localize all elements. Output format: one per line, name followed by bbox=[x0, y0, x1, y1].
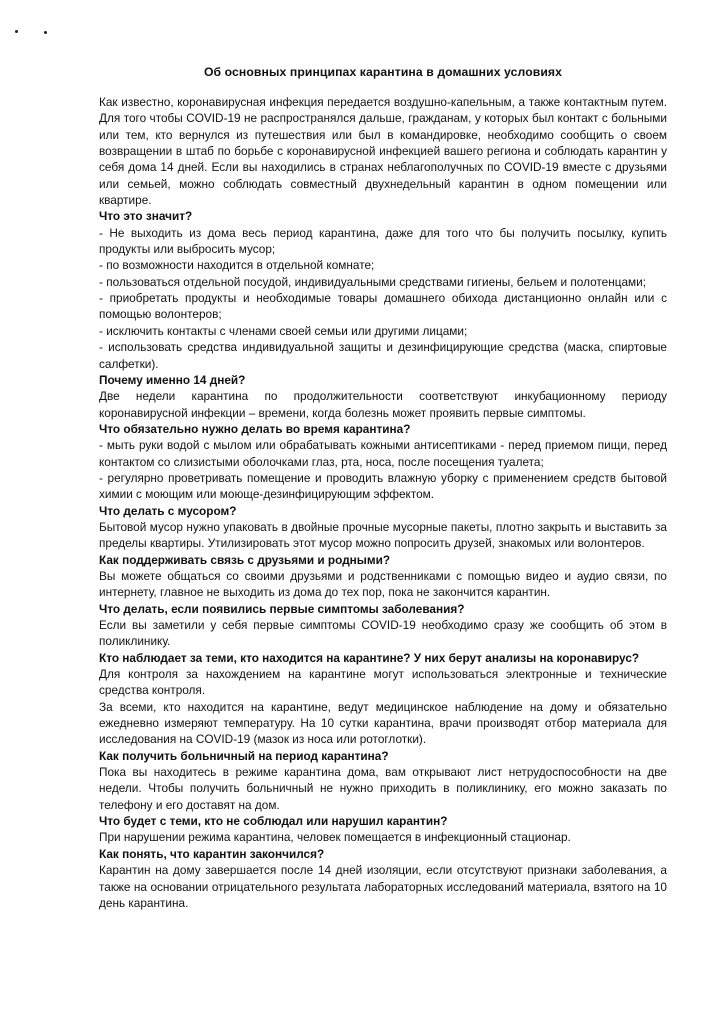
scan-speck-mark bbox=[44, 31, 47, 34]
intro-paragraph: Как известно, коронавирусная инфекция передается воздушно-капельным, а также контактным путем. Для того чтобы COVID-19 не распространялся дальше, гражданам, у которых был контакт с больными или тем, кто вернулся из путешествия или был в командировке, необходимо сообщить о своем возвращении в штаб по борьбе с коронавирусной инфекцией вашего региона и соблюдать карантин у себя дома 14 дней. Если вы находились в странах неблагополучных по COVID-19 вместе с друзьями или семьей, можно соблюдать совместный двухнедельный карантин в одном помещении или квартире. bbox=[99, 95, 667, 208]
section bbox=[99, 552, 667, 601]
section-text: - по возможности находится в отдельной комнате; bbox=[99, 258, 375, 273]
section-heading: Как поддерживать связь с друзьями и родными? bbox=[99, 552, 391, 567]
section-heading: Как понять, что карантин закончился? bbox=[99, 846, 325, 861]
sections-container bbox=[99, 208, 667, 911]
section-heading: Что делать с мусором? bbox=[99, 503, 237, 518]
scan-speck-mark bbox=[15, 30, 18, 33]
section-text: Для контроля за нахождением на карантине могут использоваться электронные и технические средства контроля. bbox=[99, 667, 667, 698]
section bbox=[99, 372, 667, 421]
section bbox=[99, 601, 667, 650]
section-text: - регулярно проветривать помещение и проводить влажную уборку с применением средств бытовой химии с моющим или моюще-дезинфицирующим эффектом. bbox=[99, 470, 667, 502]
document-body bbox=[99, 64, 667, 911]
section-heading: Что это значит? bbox=[99, 209, 193, 224]
section-text: - исключить контакты с членами своей семьи или другими лицами; bbox=[99, 323, 468, 338]
section bbox=[99, 503, 667, 552]
section-text: Карантин на дому завершается после 14 дней изоляции, если отсутствуют признаки заболевания, а также на основании отрицательного результата лабораторных исследований материала, взятого на 10 день карантина. bbox=[99, 863, 667, 910]
section bbox=[99, 748, 667, 813]
section bbox=[99, 813, 667, 846]
section-text: Пока вы находитесь в режиме карантина дома, вам открывают лист нетрудоспособности на две недели. Чтобы получить больничный не нужно приходить в поликлинику, его можно заказать по телефону и его доставят на дом. bbox=[99, 765, 667, 812]
section-text: При нарушении режима карантина, человек помещается в инфекционный стационар. bbox=[99, 830, 571, 845]
section-text: - использовать средства индивидуальной защиты и дезинфицирующие средства (маска, спиртовые салфетки). bbox=[99, 340, 667, 371]
section bbox=[99, 650, 667, 748]
section-text: - Не выходить из дома весь период карантина, даже для того что бы получить посылку, купить продукты или выбросить мусор; bbox=[99, 225, 667, 257]
document-title: Об основных принципах карантина в домашних условиях bbox=[203, 65, 563, 79]
section-text: Бытовой мусор нужно упаковать в двойные прочные мусорные пакеты, плотно закрыть и выставить за пределы квартиры. Утилизировать этот мусор можно попросить друзей, знакомых или волонтеров. bbox=[99, 519, 667, 551]
section-heading: Что делать, если появились первые симптомы заболевания? bbox=[99, 601, 465, 616]
section-text: Если вы заметили у себя первые симптомы COVID-19 необходимо сразу же сообщить об этом в поликлинику. bbox=[99, 618, 667, 649]
section bbox=[99, 421, 667, 503]
section-heading: Почему именно 14 дней? bbox=[99, 372, 246, 387]
section-heading: Кто наблюдает за теми, кто находится на карантине? У них берут анализы на коронавирус? bbox=[99, 650, 640, 665]
section-heading: Как получить больничный на период карантина? bbox=[99, 748, 389, 763]
section-text: Две недели карантина по продолжительности соответствуют инкубационному периоду коронавирусной инфекции – времени, когда болезнь может проявить первые симптомы. bbox=[99, 389, 667, 420]
section-heading: Что будет с теми, кто не соблюдал или нарушил карантин? bbox=[99, 814, 448, 829]
section bbox=[99, 208, 667, 371]
section-text: - пользоваться отдельной посудой, индивидуальными средствами гигиены, бельем и полотенцами; bbox=[99, 274, 647, 289]
section-text: За всеми, кто находится на карантине, ведут медицинское наблюдение на дому и обязательно ежедневно измеряют температуру. На 10 сутки карантина, врачи производят отбор материала для исследования на COVID-19 (мазок из носа или ротоглотки). bbox=[99, 699, 667, 747]
section-text: Вы можете общаться со своими друзьями и родственниками с помощью видео и аудио связи, по интернету, главное не выходить из дома до тех пор, пока не закончится карантин. bbox=[99, 568, 667, 600]
section-text: - приобретать продукты и необходимые товары домашнего обихода дистанционно онлайн или с помощью волонтеров; bbox=[99, 291, 667, 322]
section-text: - мыть руки водой с мылом или обрабатывать кожными антисептиками - перед приемом пищи, перед контактом со слизистыми оболочками глаз, рта, носа, после посещения туалета; bbox=[99, 438, 667, 469]
section-heading: Что обязательно нужно делать во время карантина? bbox=[99, 421, 411, 436]
section bbox=[99, 846, 667, 911]
